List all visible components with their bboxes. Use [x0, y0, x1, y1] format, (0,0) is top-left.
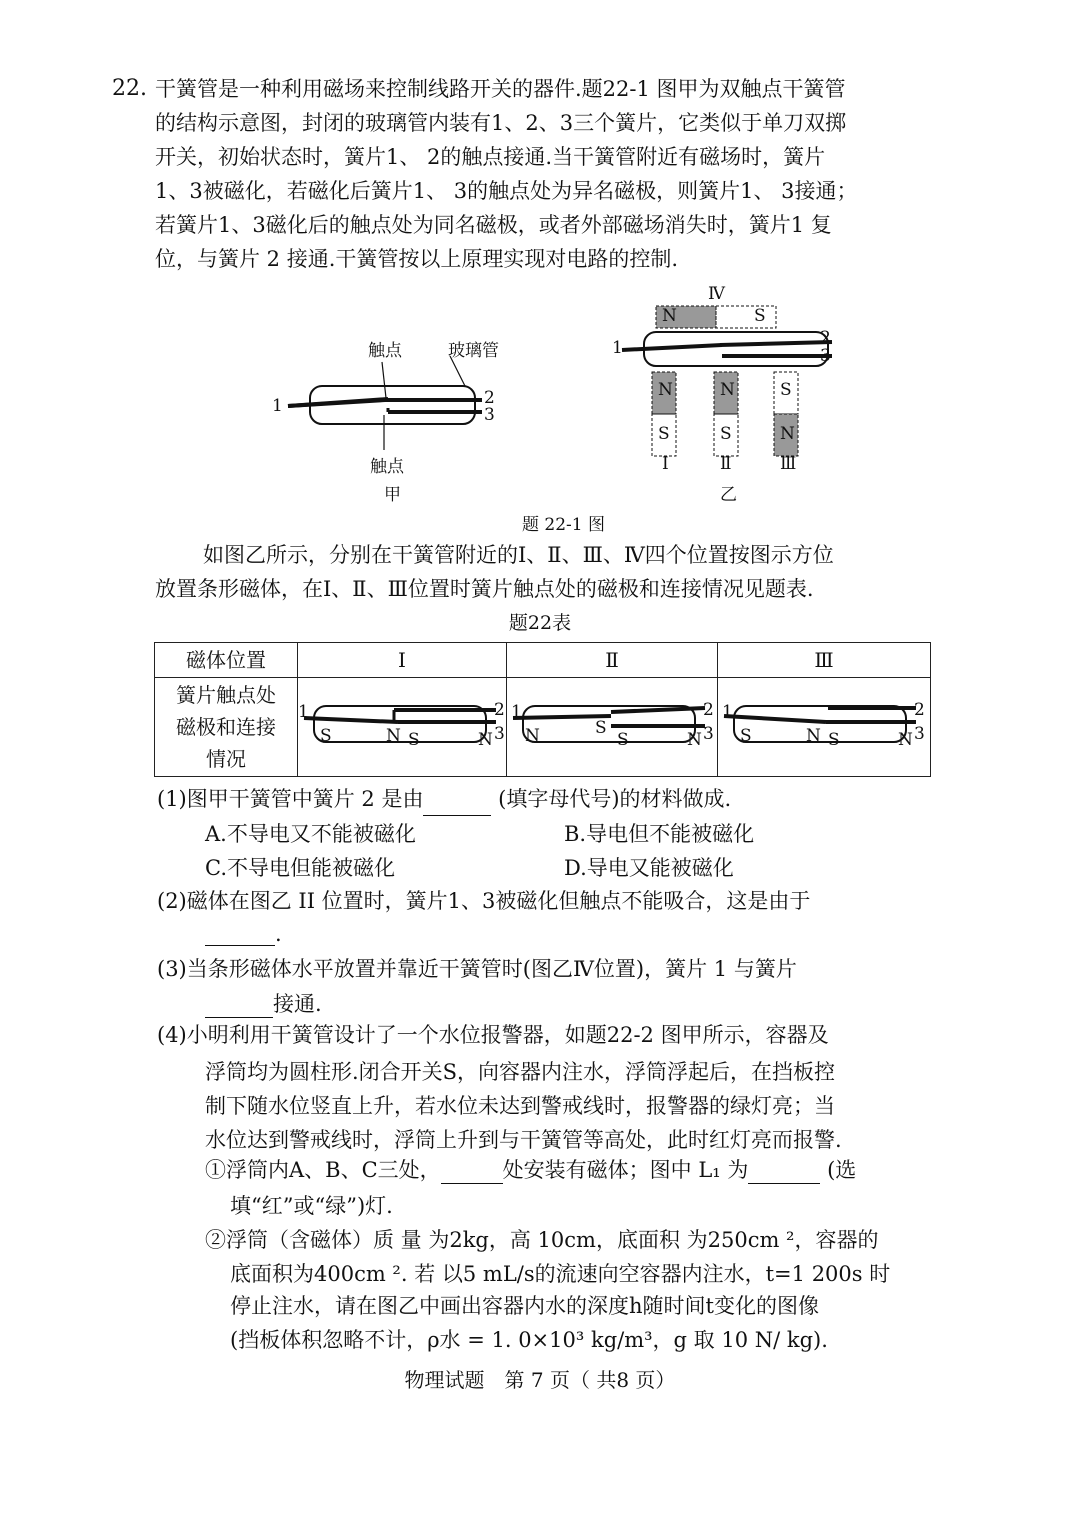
q1-stem: (1)图甲干簧管中簧片 2 是由 (填字母代号)的材料做成. [157, 782, 731, 816]
pin-3-label: 3 [484, 405, 495, 425]
q4-line: 制下随水位竖直上升，若水位未达到警戒线时，报警器的绿灯亮；当 [205, 1094, 835, 1118]
contact-label-bottom: 触点 [370, 457, 404, 477]
figure-caption: 题 22-1 图 [522, 515, 605, 535]
magnet-3-n: N [780, 424, 795, 444]
q2-answer-line: . [205, 922, 282, 946]
table-caption: 题22表 [508, 612, 572, 634]
q1-option-c: C.不导电但能被磁化 [205, 856, 395, 880]
table-cell-2 [507, 678, 718, 777]
q4-sub2-line: ②浮筒（含磁体）质 量 为2kg，高 10cm，底面积 为250cm ²，容器的 [205, 1228, 879, 1252]
intro-line: 的结构示意图，封闭的玻璃管内装有1、2、3三个簧片，它类似于单刀双掷 [155, 111, 847, 135]
q4-sub1-line2: 填“红”或“绿”)灯. [230, 1194, 393, 1218]
cell3-pin1: 1 [722, 702, 733, 722]
pin-1-label: 1 [272, 396, 283, 416]
cell2-pin1: 1 [511, 702, 522, 722]
table-row-label: 簧片触点处 磁极和连接 情况 [155, 678, 298, 777]
intro-line: 位，与簧片 2 接通.干簧管按以上原理实现对电路的控制. [155, 247, 679, 271]
cell1-pole-n: N [386, 726, 401, 746]
q3-stem: (3)当条形磁体水平放置并靠近干簧管时(图乙Ⅳ位置)，簧片 1 与簧片 [157, 957, 797, 981]
cell1-pin3: 3 [494, 724, 505, 744]
q1-blank[interactable] [423, 793, 491, 816]
pin-2-label-yi: 2 [820, 328, 831, 348]
page-footer: 物理试题 第 7 页（ 共8 页） [404, 1368, 676, 1392]
table-col-1: I [298, 643, 507, 678]
question-number: 22. [112, 76, 147, 101]
middle-line: 放置条形磁体，在Ⅰ、Ⅱ、Ⅲ位置时簧片触点处的磁极和连接情况见题表. [155, 577, 814, 601]
cell2-pin2: 2 [703, 700, 714, 720]
pin-3-label-yi: 3 [820, 346, 831, 366]
q4-sub2-line: (挡板体积忽略不计，ρ水 = 1. 0×10³ kg/m³，g 取 10 N/ kg). [230, 1328, 828, 1352]
table-col-3: Ⅲ [718, 643, 931, 678]
q4-line: 浮筒均为圆柱形.闭合开关S，向容器内注水，浮筒浮起后，在挡板控 [205, 1060, 836, 1084]
magnet-4-n: N [662, 306, 677, 326]
q1-option-a: A.不导电又不能被磁化 [205, 822, 416, 846]
q4-line: 水位达到警戒线时，浮筒上升到与干簧管等高处，此时红灯亮而报警. [205, 1128, 842, 1152]
position-1-label: Ⅰ [662, 454, 669, 474]
q4-sub2-line: 停止注水，请在图乙中画出容器内水的深度h随时间t变化的图像 [230, 1294, 819, 1318]
magnet-2-s: S [720, 424, 732, 444]
glass-tube-label: 玻璃管 [448, 341, 499, 361]
intro-line: 开关，初始状态时，簧片1、 2的触点接通.当干簧管附近有磁场时，簧片 [155, 145, 826, 169]
cell2-pole-s2: S [617, 730, 629, 750]
middle-paragraph [155, 538, 955, 606]
position-3-label: Ⅲ [780, 454, 797, 474]
cell2-pin3: 3 [703, 724, 714, 744]
q4-sub1: ①浮筒内A、B、C三处， 处安装有磁体；图中 L₁ 为 (选 [205, 1158, 857, 1182]
cell1-pole-n2: N [478, 730, 493, 750]
cell2-pole-s: S [595, 718, 607, 738]
cell3-pole-n2: N [898, 730, 913, 750]
middle-line: 如图乙所示，分别在干簧管附近的Ⅰ、Ⅱ、Ⅲ、Ⅳ四个位置按图示方位 [203, 543, 834, 567]
q2-blank[interactable] [205, 923, 275, 946]
cell1-pin2: 2 [494, 700, 505, 720]
cell1-pole-s2: S [408, 730, 420, 750]
position-4-label: Ⅳ [708, 284, 725, 304]
table-cell-3 [718, 678, 931, 777]
cell3-pole-s: S [740, 726, 752, 746]
q3-blank[interactable] [205, 995, 273, 1018]
q2-stem: (2)磁体在图乙 II 位置时，簧片1、3被磁化但触点不能吸合，这是由于 [157, 889, 811, 913]
q1-option-d: D.导电又能被磁化 [564, 856, 734, 880]
contact-label-top: 触点 [368, 341, 402, 361]
position-2-label: Ⅱ [720, 454, 732, 474]
q3-answer-line: 接通. [205, 988, 322, 1018]
cell3-pin2: 2 [914, 700, 925, 720]
cell1-pole-s: S [320, 726, 332, 746]
table-header-label: 磁体位置 [155, 643, 298, 678]
magnet-4-s: S [754, 306, 766, 326]
magnet-2-n: N [720, 380, 735, 400]
cell2-pole-n: N [525, 726, 540, 746]
cell3-pole-n: N [806, 726, 821, 746]
intro-line: 若簧片1、3磁化后的触点处为同名磁极，或者外部磁场消失时，簧片1 复 [155, 213, 832, 237]
intro-line: 干簧管是一种利用磁场来控制线路开关的器件.题22-1 图甲为双触点干簧管 [155, 77, 846, 101]
magnet-3-s: S [780, 380, 792, 400]
pin-1-label-yi: 1 [612, 338, 623, 358]
magnet-1-s: S [658, 424, 670, 444]
cell1-pin1: 1 [298, 702, 309, 722]
q4-line: (4)小明利用干簧管设计了一个水位报警器，如题22-2 图甲所示，容器及 [157, 1023, 829, 1047]
magnet-1-n: N [658, 380, 673, 400]
q4-sub1-blank2[interactable] [748, 1161, 820, 1184]
table-col-2: Ⅱ [507, 643, 718, 678]
cell3-pin3: 3 [914, 724, 925, 744]
yi-label: 乙 [720, 485, 737, 505]
q1-option-b: B.导电但不能被磁化 [564, 822, 755, 846]
cell3-pole-s2: S [828, 730, 840, 750]
cell2-pole-n2: N [687, 730, 702, 750]
q4-sub2-line: 底面积为400cm ². 若 以5 mL/s的流速向空容器内注水，t=1 200s 时 [230, 1262, 891, 1286]
table-cell-1 [298, 678, 507, 777]
intro-paragraph [155, 72, 955, 276]
pin-2-label: 2 [484, 388, 495, 408]
magnet-table [154, 642, 931, 777]
q4-sub1-blank1[interactable] [441, 1161, 503, 1184]
intro-line: 1、3被磁化，若磁化后簧片1、 3的触点处为异名磁极，则簧片1、 3接通； [155, 179, 858, 203]
jia-label: 甲 [384, 485, 401, 505]
